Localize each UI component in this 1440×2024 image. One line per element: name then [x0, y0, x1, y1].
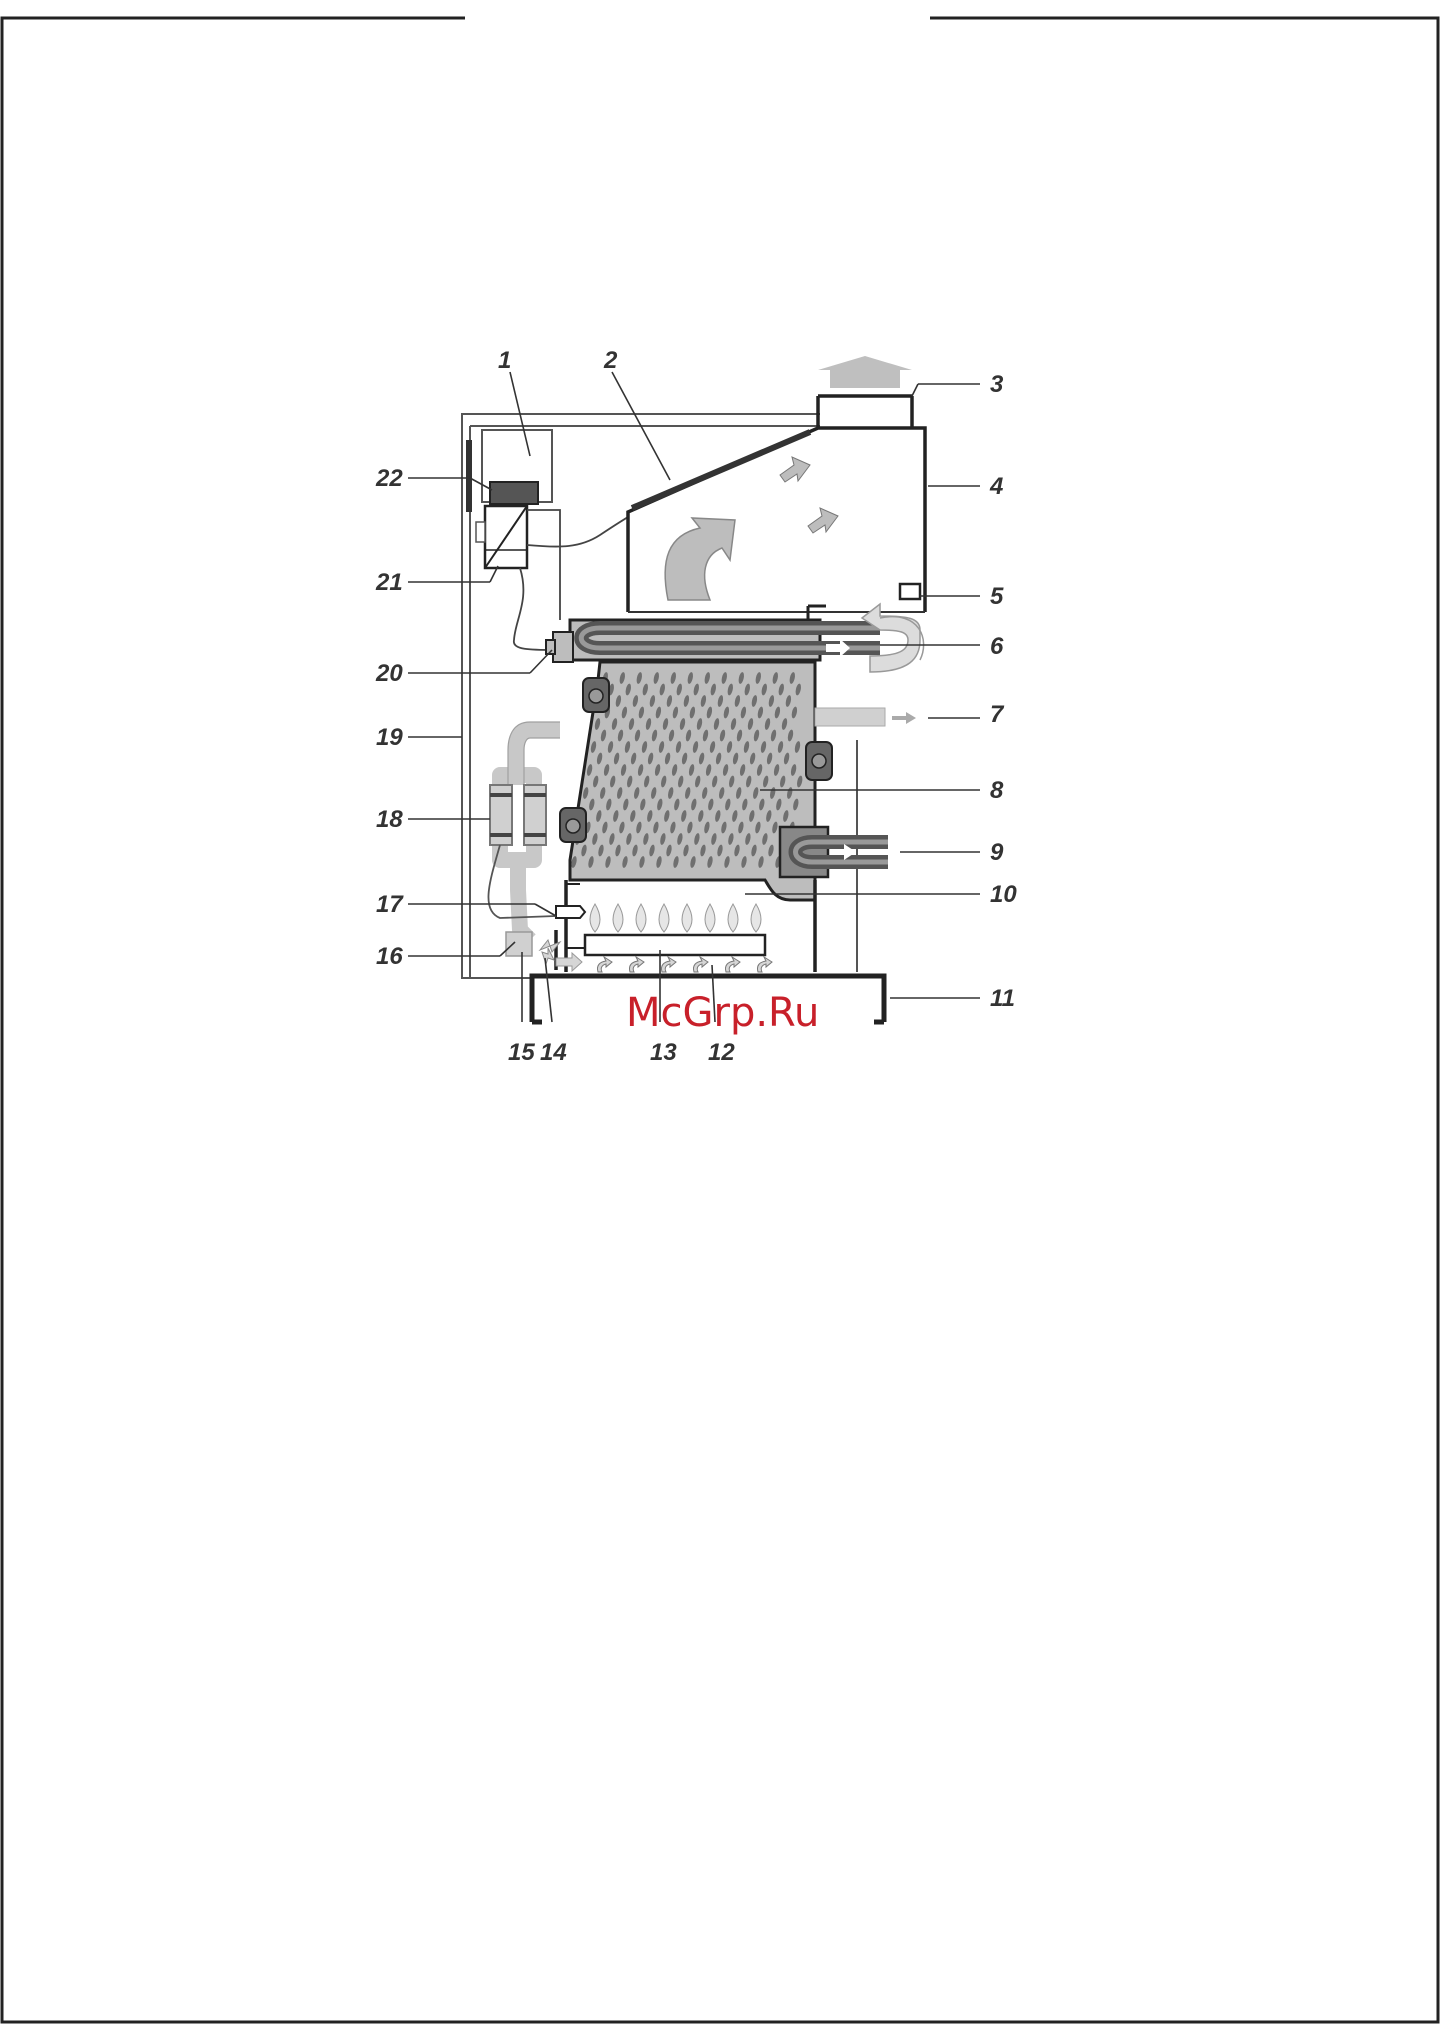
flue-outlet — [818, 396, 912, 428]
control-panel-strip — [466, 440, 472, 512]
flue-gas-up-arrow — [818, 356, 912, 388]
callout-16: 16 — [376, 943, 403, 970]
callout-7: 7 — [990, 701, 1004, 728]
callout-20: 20 — [376, 660, 403, 687]
air-arrow — [757, 957, 772, 972]
watermark: McGrp.Ru — [626, 990, 820, 1036]
callout-13: 13 — [650, 1039, 677, 1066]
air-arrow — [661, 957, 676, 972]
burner — [585, 935, 765, 955]
air-arrow — [629, 957, 644, 972]
callout-5: 5 — [990, 583, 1004, 610]
callout-19: 19 — [376, 724, 403, 751]
flame — [590, 904, 600, 932]
flame — [636, 904, 646, 932]
burner-flames — [590, 904, 761, 932]
callout-9: 9 — [990, 839, 1004, 866]
air-arrow — [725, 957, 740, 972]
flame — [751, 904, 761, 932]
callout-18: 18 — [376, 806, 403, 833]
primary-air-arrows — [597, 957, 772, 972]
callout-6: 6 — [990, 633, 1004, 660]
thermostat — [490, 482, 538, 504]
return-arrow — [892, 712, 916, 724]
inlet-manifold — [780, 827, 828, 877]
air-arrow — [597, 957, 612, 972]
callout-22: 22 — [376, 465, 403, 492]
callout-21: 21 — [376, 569, 403, 596]
flue-sensor — [900, 584, 920, 599]
air-arrow — [693, 957, 708, 972]
callout-1: 1 — [498, 347, 512, 374]
callout-15: 15 — [508, 1039, 535, 1066]
callout-14: 14 — [540, 1039, 567, 1066]
gas-inlet-arrow — [556, 953, 582, 971]
flame — [613, 904, 623, 932]
flame — [705, 904, 715, 932]
callout-11: 11 — [990, 985, 1015, 1012]
callout-17: 17 — [376, 891, 403, 918]
callout-10: 10 — [990, 881, 1017, 908]
gas-inlet-fitting — [506, 932, 532, 956]
callout-2: 2 — [604, 347, 618, 374]
callout-12: 12 — [708, 1039, 735, 1066]
callout-8: 8 — [990, 777, 1004, 804]
return-pipe — [815, 708, 885, 726]
hot-air-arrow — [862, 604, 920, 672]
flame — [728, 904, 738, 932]
callout-4: 4 — [990, 473, 1004, 500]
pilot-burner — [556, 906, 585, 918]
callout-3: 3 — [990, 371, 1004, 398]
flame — [682, 904, 692, 932]
flame — [659, 904, 669, 932]
